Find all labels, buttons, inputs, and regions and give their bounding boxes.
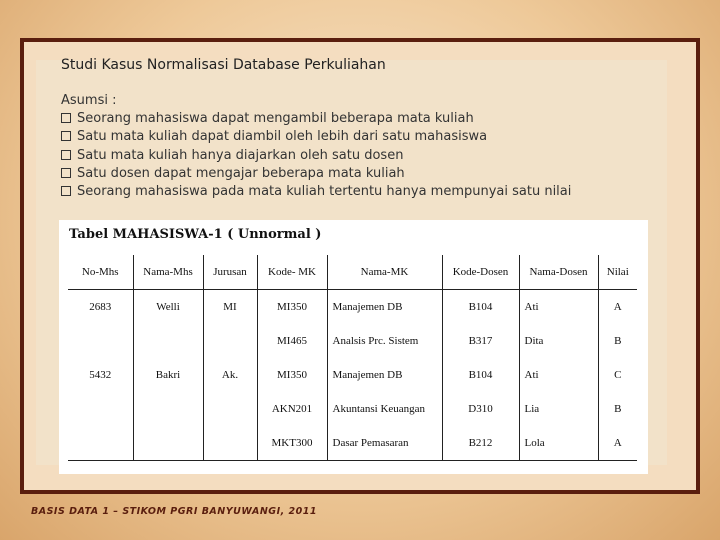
table-row	[68, 392, 637, 426]
column-header: Nilai	[598, 255, 637, 290]
table-cell: Welli	[133, 290, 203, 325]
table-cell	[68, 392, 133, 426]
checkbox-bullet-icon	[61, 131, 71, 141]
slide-title: Studi Kasus Normalisasi Database Perkuliahan	[61, 57, 386, 73]
assumptions-heading: Asumsi :	[61, 93, 117, 108]
checkbox-bullet-icon	[61, 113, 71, 123]
column-header: Nama-Dosen	[519, 255, 598, 290]
table-cell: Akuntansi Keuangan	[327, 392, 442, 426]
table-cell: Ati	[519, 290, 598, 325]
table-cell	[68, 426, 133, 461]
table-cell	[203, 392, 257, 426]
table-row	[68, 358, 637, 392]
table-header-row	[68, 255, 637, 290]
assumption-item: Satu dosen dapat mengajar beberapa mata kuliah	[61, 165, 571, 183]
table-cell: Lia	[519, 392, 598, 426]
column-header: Nama-Mhs	[133, 255, 203, 290]
table-cell: MI	[203, 290, 257, 325]
column-header: Kode-Dosen	[442, 255, 519, 290]
table-cell: 5432	[89, 369, 112, 381]
table-cell: A	[598, 290, 637, 325]
column-header: Nama-MK	[327, 255, 442, 290]
assumption-item: Seorang mahasiswa pada mata kuliah tertentu hanya mempunyai satu nilai	[61, 183, 571, 201]
table-cell: Lola	[519, 426, 598, 461]
column-header: Kode- MK	[257, 255, 327, 290]
table-cell	[68, 324, 133, 358]
table-cell	[203, 324, 257, 358]
checkbox-bullet-icon	[61, 150, 71, 160]
table-cell: A	[598, 426, 637, 461]
table-cell: Manajemen DB	[327, 290, 442, 325]
assumption-item: Seorang mahasiswa dapat mengambil beberapa mata kuliah	[61, 110, 571, 128]
table-cell: MI350	[257, 290, 327, 325]
table-cell: MI350	[257, 358, 327, 392]
table-cell: Manajemen DB	[327, 358, 442, 392]
table-cell: B104	[442, 358, 519, 392]
table-cell: B212	[442, 426, 519, 461]
table-cell: 2683	[89, 301, 112, 313]
table-cell: Bakri	[133, 358, 203, 392]
table-cell: B317	[442, 324, 519, 358]
assumptions-block	[61, 92, 571, 201]
table-row	[68, 426, 637, 461]
table-row	[68, 324, 637, 358]
slide-footer: BASIS DATA 1 – STIKOM PGRI BANYUWANGI, 2011	[31, 506, 317, 517]
table-cell: B	[598, 392, 637, 426]
table-cell: Dasar Pemasaran	[327, 426, 442, 461]
mahasiswa-table	[68, 255, 637, 461]
assumption-item: Satu mata kuliah dapat diambil oleh lebih dari satu mahasiswa	[61, 128, 571, 146]
table-cell: Ati	[519, 358, 598, 392]
table-cell	[133, 392, 203, 426]
table-cell: MKT300	[257, 426, 327, 461]
table-cell: B	[598, 324, 637, 358]
checkbox-bullet-icon	[61, 186, 71, 196]
column-header: No-Mhs	[68, 255, 133, 290]
table-cell: Dita	[519, 324, 598, 358]
table-cell	[133, 324, 203, 358]
table-cell	[203, 426, 257, 461]
table-caption: Tabel MAHASISWA-1 ( Unnormal )	[69, 227, 322, 242]
checkbox-bullet-icon	[61, 168, 71, 178]
unnormal-table-figure	[59, 220, 648, 474]
table-row	[68, 290, 637, 325]
table-cell: C	[598, 358, 637, 392]
table-cell	[133, 426, 203, 461]
table-cell: B104	[442, 290, 519, 325]
table-cell: Ak.	[203, 358, 257, 392]
table-cell: D310	[442, 392, 519, 426]
assumption-item: Satu mata kuliah hanya diajarkan oleh satu dosen	[61, 147, 571, 165]
column-header: Jurusan	[203, 255, 257, 290]
table-cell: Analsis Prc. Sistem	[327, 324, 442, 358]
table-cell: MI465	[257, 324, 327, 358]
table-cell: AKN201	[257, 392, 327, 426]
